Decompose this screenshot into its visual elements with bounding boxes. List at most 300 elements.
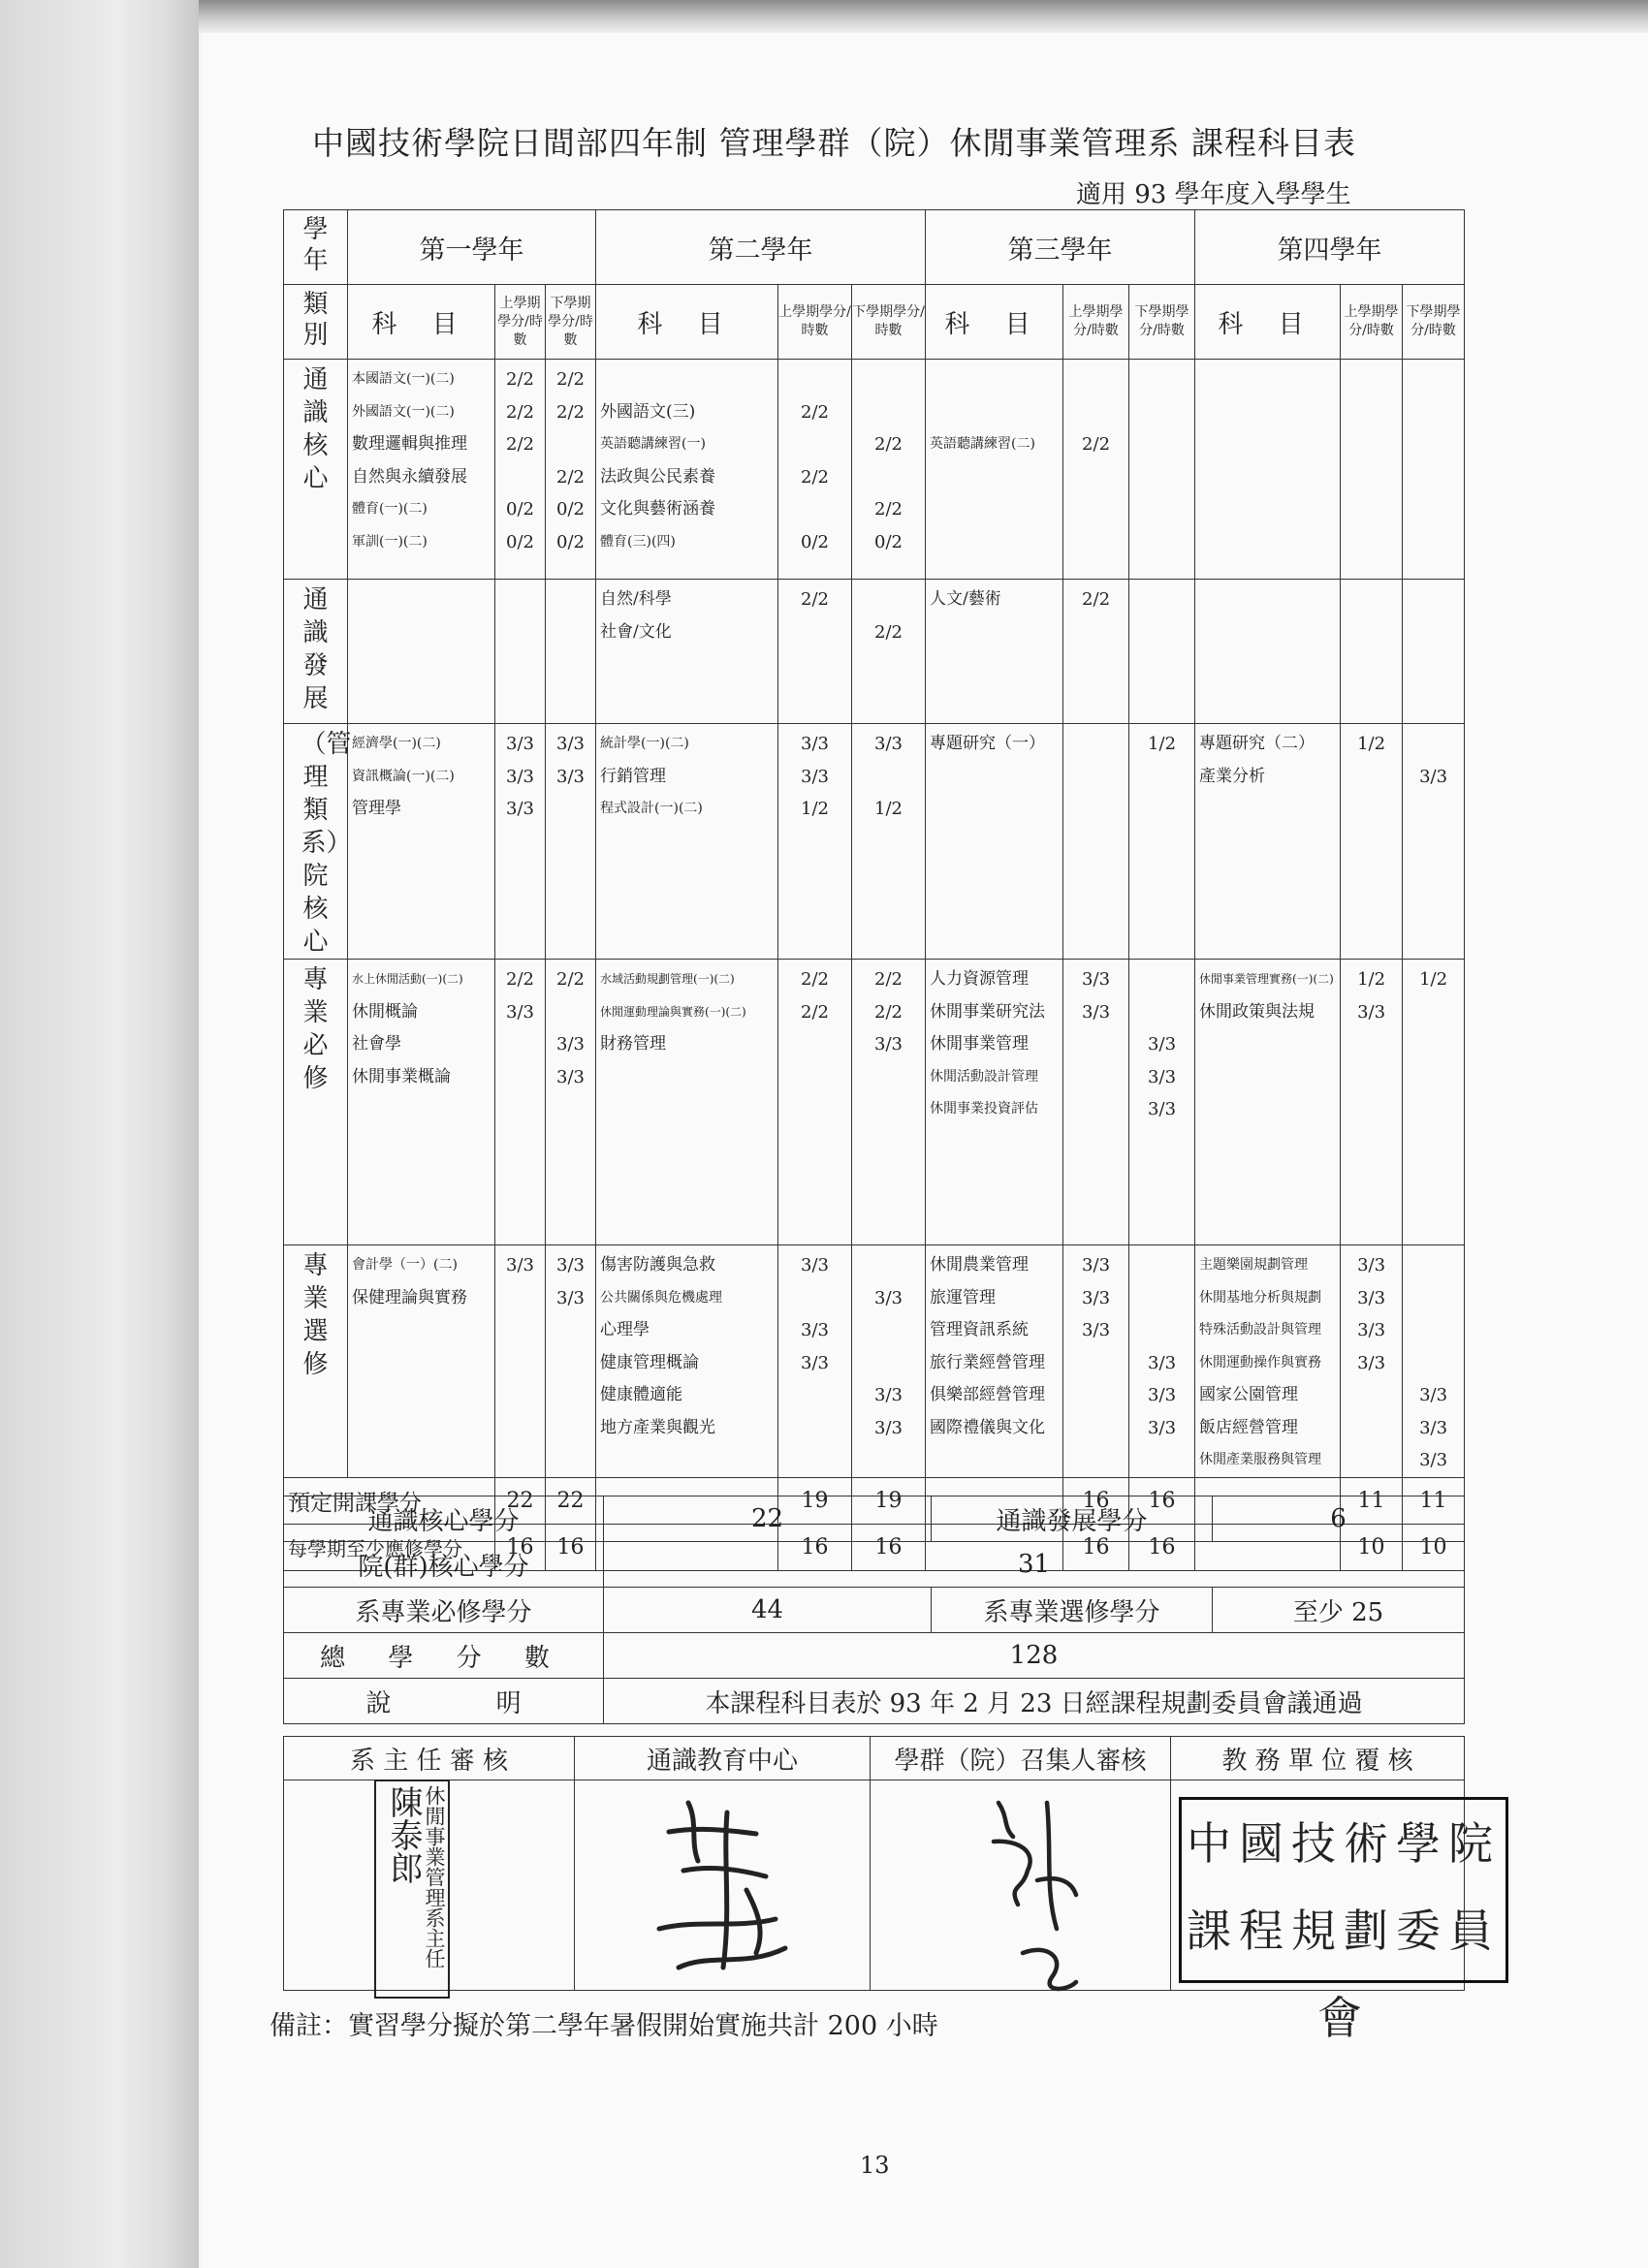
credit-value [778,1379,851,1412]
subject-item: 俱樂部經營管理 [930,1385,1046,1404]
subject-item: 水上休閒活動(一)(二) [352,972,463,986]
page-subtitle: 適用 93 學年度入學學生 [1076,180,1351,209]
credit-value: 3/3 [556,1066,585,1087]
credit-value: 2/2 [801,401,829,423]
second-sem-credits [852,580,926,724]
subject-item: 公共關係與危機處理 [600,1289,723,1306]
credit-value [546,996,595,1029]
second-sem-credits [546,724,596,960]
subject-item: 數理邏輯與推理 [352,434,467,454]
credit-value: 3/3 [1148,1099,1177,1119]
credit-value: 2/2 [874,434,903,455]
subject-item: 旅運管理 [930,1287,997,1307]
planned-credit-value: 16 [1063,1477,1129,1524]
credit-value [1063,363,1128,396]
planned-credits-label: 預定開課學分 [284,1477,495,1524]
credit-value [778,1282,851,1315]
subject-item: 體育(一)(二) [352,501,428,517]
subject-list [348,1245,495,1478]
subject-item: 主題樂園規劃管理 [1199,1257,1309,1273]
minimum-credit-value: 10 [1341,1524,1403,1570]
credit-value: 3/3 [874,1417,903,1438]
planned-credit-value: 11 [1403,1477,1465,1524]
minimum-credit-value: 10 [1403,1524,1465,1570]
second-sem-header: 下學期學分/時數 [1129,285,1195,360]
credit-value: 3/3 [1419,1450,1448,1470]
credit-value: 0/2 [506,531,534,552]
credit-value: 3/3 [1357,1001,1386,1023]
subject-item: 國際禮儀與文化 [930,1417,1046,1437]
credit-value [1129,963,1194,996]
credit-value [852,761,925,794]
credit-value: 3/3 [506,1255,534,1276]
credit-value [852,1347,925,1380]
credit-value: 3/3 [1357,1255,1386,1276]
corner-year-label: 學年 [302,215,329,275]
credit-value [1129,461,1194,494]
credit-value: 3/3 [1082,1001,1111,1023]
credit-value: 2/2 [556,369,585,390]
first-sem-credits [778,580,852,724]
credit-value: 3/3 [801,1255,829,1276]
subject-item: 旅行業經營管理 [930,1352,1046,1372]
credit-value: 3/3 [874,1385,903,1405]
subject-item [930,363,1062,396]
first-sem-credits [1341,580,1403,724]
second-sem-credits [1129,1245,1195,1478]
credit-value [495,461,545,494]
first-sem-credits [1341,360,1403,580]
credit-value: 2/2 [801,589,829,610]
second-sem-header: 下學期學分/時數 [546,285,596,360]
gen-ed-signature [630,1783,805,2006]
credit-value: 1/2 [1148,734,1177,754]
subject-item: 飯店經營管理 [1199,1417,1299,1437]
credit-value: 1/2 [801,799,829,819]
subject-item: 經濟學(一)(二) [352,736,441,751]
credit-value [778,1412,851,1445]
second-sem-credits [1129,960,1195,1245]
subject-item: 休閒基地分析與規劃 [1199,1289,1322,1306]
credit-value: 3/3 [506,734,534,754]
subject-item: 體育(三)(四) [600,533,676,550]
year-1-header: 第一學年 [348,210,596,285]
credit-value: 2/2 [874,621,903,643]
credit-value: 2/2 [801,969,829,990]
credit-value: 3/3 [801,766,829,787]
planned-credit-value: 22 [495,1477,546,1524]
corner-category [284,285,348,360]
subject-header: 科 目 [926,285,1063,360]
subject-list [596,960,778,1245]
credit-value: 1/2 [874,799,903,819]
credit-value [495,1028,545,1061]
credit-value: 3/3 [1357,1352,1386,1373]
credit-value: 2/2 [556,466,585,488]
seal-name-text: 陳泰郎 [384,1785,423,1884]
category-row [284,1245,1465,1478]
credit-value [778,363,851,396]
first-sem-credits [495,580,546,724]
subject-item: 社會/文化 [600,621,672,642]
credit-value: 2/2 [1082,589,1111,610]
category-row [284,360,1465,580]
credit-value: 3/3 [1148,1417,1177,1438]
credit-value [546,793,595,826]
credit-value: 2/2 [801,466,829,488]
credit-value [1063,1061,1128,1094]
credit-value [1063,493,1128,526]
credit-value: 3/3 [1082,1287,1111,1308]
subject-list [1195,960,1341,1245]
credit-value: 2/2 [874,499,903,520]
credit-value [1403,728,1464,761]
credit-value [1063,1093,1128,1126]
first-sem-credits [778,1245,852,1478]
subject-item: 外國語文(三) [600,401,696,422]
credit-value: 2/2 [1082,434,1111,455]
committee-seal [1179,1797,1508,2044]
footnote: 備註：實習學分擬於第二學年暑假開始實施共計 200 小時 [269,2011,938,2041]
approval-dept-head: 系 主 任 審 核 [284,1737,575,1780]
seal-dept-text: 休閒事業管理系主任 [423,1785,446,1969]
subject-item: 管理資訊系統 [930,1320,1030,1339]
subject-item: 外國語文(一)(二) [352,403,455,420]
seal-committee-line: 課程規劃委員會 [1187,1905,1501,2044]
subject-item [930,493,1062,526]
credit-value [1341,1412,1402,1445]
category-label [284,960,348,1245]
second-sem-credits [546,1245,596,1478]
credit-value: 3/3 [556,1287,585,1308]
subject-item [930,461,1062,494]
credit-value [1129,526,1194,559]
credit-value [1403,1282,1464,1315]
subject-item [930,526,1062,559]
subject-item: 休閒事業研究法 [930,1001,1046,1022]
subject-item: 休閒事業管理實務(一)(二) [1199,972,1334,986]
credit-value: 3/3 [1082,1255,1111,1276]
first-sem-credits [495,1245,546,1478]
credit-value [546,428,595,461]
corner-year [284,210,348,285]
category-row [284,960,1465,1245]
credit-value [1063,1412,1128,1445]
subject-list [926,360,1063,580]
subject-list [1195,360,1341,580]
subject-item: 專題研究（二） [1199,734,1315,753]
category-label [284,1245,348,1478]
subject-list [596,1245,778,1478]
second-sem-credits [1403,724,1465,960]
second-sem-credits [1403,960,1465,1245]
credit-value [1403,1249,1464,1282]
subject-list [1195,580,1341,724]
credit-value: 3/3 [1419,1417,1448,1438]
subject-item: 傷害防護與急救 [600,1255,716,1275]
total-credits-value: 128 [604,1633,1465,1679]
credit-value [852,461,925,494]
second-sem-credits [546,360,596,580]
year-4-header: 第四學年 [1195,210,1465,285]
second-sem-credits [546,960,596,1245]
subject-item: 會計學（一）(二) [352,1257,458,1273]
subject-item: 休閒事業管理 [930,1034,1030,1054]
category-name: 通識發展 [302,585,329,713]
second-sem-credits [852,360,926,580]
credit-value [1403,1314,1464,1347]
second-sem-credits [852,960,926,1245]
note-value: 本課程科目表於 93 年 2 月 23 日經課程規劃委員會議通過 [604,1679,1465,1724]
first-sem-credits [1063,960,1129,1245]
credit-value: 3/3 [801,1352,829,1373]
subject-list [926,724,1063,960]
elective-credits-value: 至少 25 [1213,1588,1465,1633]
second-sem-credits [1403,580,1465,724]
credit-value: 0/2 [801,531,829,552]
credit-value [1341,761,1402,794]
credit-value: 3/3 [1148,1352,1177,1373]
subject-item: 行銷管理 [600,766,667,786]
first-sem-credits [1063,360,1129,580]
credit-value: 0/2 [506,499,534,520]
seal-school-line: 中國技術學院 [1187,1817,1501,1870]
subject-item: 英語聽講練習(二) [930,436,1035,452]
corner-category-label: 類別 [302,290,329,350]
second-sem-header: 下學期學分/時數 [852,285,926,360]
core-credits-label: 通識核心學分 [284,1496,604,1542]
minimum-credit-value: 16 [852,1524,926,1570]
subject-item: 保健理論與實務 [352,1287,467,1307]
subject-item [600,363,777,396]
required-credits-label: 系專業必修學分 [284,1588,604,1633]
credit-value: 2/2 [506,434,534,455]
subject-item: 法政與公民素養 [600,466,716,487]
credit-value [1341,1444,1402,1477]
planned-credit-value: 22 [546,1477,596,1524]
second-sem-credits [1403,1245,1465,1478]
subject-item: 自然與永續發展 [352,466,467,487]
credit-value: 3/3 [1082,969,1111,990]
subject-list [926,1245,1063,1478]
first-sem-credits [1341,960,1403,1245]
subject-list [596,360,778,580]
credit-value [1063,396,1128,429]
curriculum-table [283,209,1465,1571]
first-sem-credits [495,724,546,960]
second-sem-credits [546,580,596,724]
credit-value [495,1061,545,1094]
subject-list [1195,1245,1341,1478]
minimum-credit-value: 16 [495,1524,546,1570]
credit-value: 3/3 [556,766,585,787]
credit-value [852,1314,925,1347]
credit-value: 1/2 [1357,969,1386,990]
subject-item: 財務管理 [600,1034,667,1054]
second-sem-header: 下學期學分/時數 [1403,285,1465,360]
credit-value: 3/3 [506,766,534,787]
subject-item: 軍訓(一)(二) [352,533,428,550]
subject-header: 科 目 [1195,285,1341,360]
subject-item: 地方產業與觀光 [600,1417,716,1437]
credit-value: 1/2 [1419,969,1448,990]
subject-item: 健康體適能 [600,1385,683,1404]
first-sem-credits [1063,724,1129,960]
second-sem-credits [1129,580,1195,724]
approval-academic-affairs: 教 務 單 位 覆 核 [1171,1737,1465,1780]
subject-item: 本國語文(一)(二) [352,371,455,387]
credit-value [1063,728,1128,761]
subject-item: 休閒概論 [352,1001,418,1022]
core-credits-value: 22 [604,1496,932,1542]
subject-item: 休閒政策與法規 [1199,1001,1315,1022]
credit-value [1063,1028,1128,1061]
subject-item: 人文/藝術 [930,589,1001,609]
credit-value: 3/3 [1357,1320,1386,1340]
note-label: 說 明 [284,1679,604,1724]
category-label [284,580,348,724]
credit-value [1129,1282,1194,1315]
first-sem-credits [1341,1245,1403,1478]
subject-item: 文化與藝術涵養 [600,499,716,519]
credit-value [778,493,851,526]
subject-item: 健康管理概論 [600,1352,700,1372]
subject-header: 科 目 [596,285,778,360]
credit-value: 0/2 [556,499,585,520]
subject-item: 休閒運動理論與實務(一)(二) [600,1004,746,1019]
subject-list [348,724,495,960]
college-credits-value: 31 [604,1542,1465,1588]
second-sem-credits [1403,360,1465,580]
first-sem-credits [1063,1245,1129,1478]
credit-value [852,583,925,616]
category-row [284,724,1465,960]
subject-list [348,960,495,1245]
credit-value: 2/2 [874,1001,903,1023]
credit-value: 2/2 [801,1001,829,1023]
category-name: 通識核心 [302,365,329,493]
second-sem-credits [852,724,926,960]
approval-gen-ed: 通識教育中心 [575,1737,871,1780]
planned-credit-value: 16 [1129,1477,1195,1524]
subject-item: 特殊活動設計與管理 [1199,1322,1322,1338]
category-name: （管理類系）院核心 [301,730,352,957]
subject-list [1195,724,1341,960]
credit-value: 3/3 [1357,1287,1386,1308]
credit-value [1129,396,1194,429]
subject-item: 休閒運動操作與實務 [1199,1354,1322,1370]
subject-list [926,580,1063,724]
subject-item: 休閒農業管理 [930,1255,1030,1275]
subject-item: 社會學 [352,1034,401,1054]
book-binding [0,0,199,2268]
year-3-header: 第三學年 [926,210,1195,285]
dev-credits-value: 6 [1213,1496,1465,1542]
second-sem-credits [1129,360,1195,580]
credit-value [1063,1347,1128,1380]
credit-value: 0/2 [874,531,903,552]
credit-value: 3/3 [801,734,829,754]
credit-value [495,1282,545,1315]
credit-value: 0/2 [556,531,585,552]
planned-credit-value: 11 [1341,1477,1403,1524]
minimum-credit-value: 16 [778,1524,852,1570]
credit-value [1129,1249,1194,1282]
first-sem-header: 上學期學分/時數 [1341,285,1403,360]
subject-item: 資訊概論(一)(二) [352,768,455,784]
subject-list [348,360,495,580]
credit-value [778,428,851,461]
dept-head-seal [374,1780,450,1999]
planned-credit-value: 19 [778,1477,852,1524]
first-sem-credits [778,960,852,1245]
credit-value: 3/3 [1148,1066,1177,1087]
credit-value: 3/3 [874,734,903,754]
credit-value [1403,1347,1464,1380]
first-sem-credits [778,724,852,960]
minimum-credit-value: 16 [1129,1524,1195,1570]
subject-item: 英語聽講練習(一) [600,436,706,452]
first-sem-credits [1063,580,1129,724]
credit-value: 3/3 [556,1034,585,1055]
minimum-credit-value: 16 [546,1524,596,1570]
first-sem-credits [778,360,852,580]
subject-item: 人力資源管理 [930,969,1030,989]
credit-value [1129,363,1194,396]
subject-list [596,724,778,960]
credit-value [1129,493,1194,526]
planned-credit-value: 19 [852,1477,926,1524]
subject-item: 自然/科學 [600,589,672,609]
minimum-credits-label: 每學期至少應修學分 [284,1524,495,1570]
subject-item: 休閒活動設計管理 [930,1068,1039,1085]
subject-item: 國家公園管理 [1199,1385,1299,1404]
page-title: 中國技術學院日間部四年制 管理學群（院）休閒事業管理系 課程科目表 [312,124,1356,162]
credit-value: 2/2 [506,369,534,390]
credit-summary-table [283,1496,1465,1724]
category-label [284,360,348,580]
year-2-header: 第二學年 [596,210,926,285]
credit-value: 3/3 [556,734,585,754]
credit-value [1341,1379,1402,1412]
category-row [284,580,1465,724]
credit-value [1129,1314,1194,1347]
credit-value: 3/3 [801,1320,829,1340]
credit-value: 3/3 [556,1255,585,1276]
credit-value: 3/3 [1082,1320,1111,1340]
first-sem-header: 上學期學分/時數 [1063,285,1129,360]
minimum-credit-value: 16 [1063,1524,1129,1570]
credit-value: 3/3 [1148,1385,1177,1405]
credit-value [778,1028,851,1061]
convener-signature [979,1783,1095,2006]
subject-item: 專題研究（一） [930,734,1046,753]
credit-value: 2/2 [506,969,534,990]
first-sem-header: 上學期學分/時數 [778,285,852,360]
credit-value [852,363,925,396]
credit-value: 2/2 [506,401,534,423]
credit-value [1063,461,1128,494]
credit-value: 2/2 [874,969,903,990]
credit-value [1129,428,1194,461]
credit-value [852,1249,925,1282]
subject-item: 休閒產業服務與管理 [1199,1452,1322,1467]
subject-item: 心理學 [600,1320,650,1339]
dev-credits-label: 通識發展學分 [932,1496,1213,1542]
credit-value: 2/2 [556,401,585,423]
credit-value [1129,996,1194,1029]
credit-value: 3/3 [874,1034,903,1055]
